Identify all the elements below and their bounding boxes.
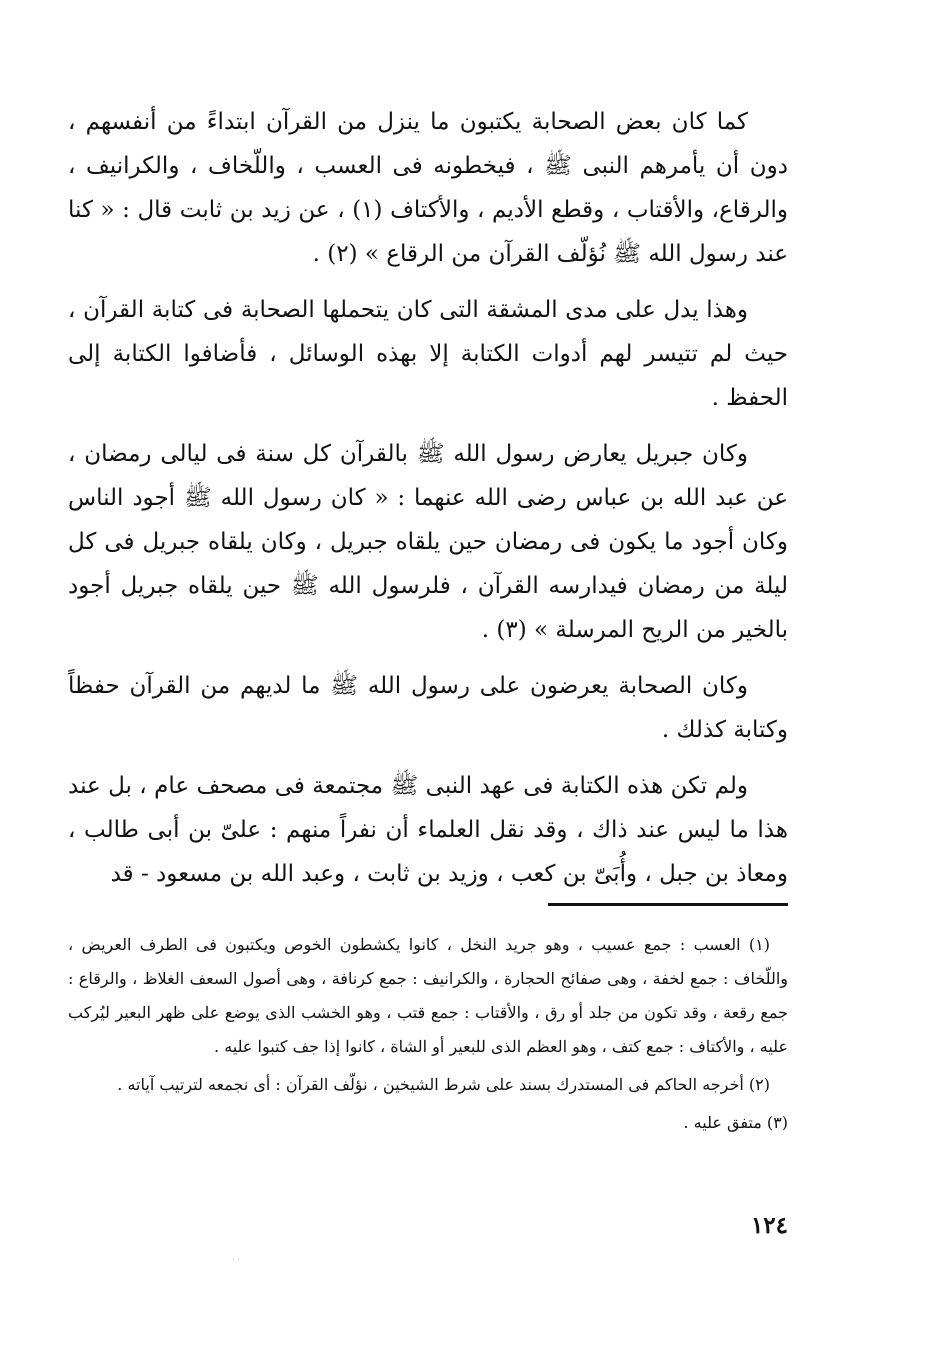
paragraph-2: وهذا يدل على مدى المشقة التى كان يتحملها الصحابة فى كتابة القرآن ، حيث لم تتيسر لهم أدوات الكتابة إلا بهذه الوسائل ، فأضافوا الكتابة إلى الحفظ .: [68, 297, 788, 411]
scan-specks: · ·: [232, 1255, 240, 1264]
footnote-3: (٣) متفق عليه .: [683, 1113, 788, 1132]
footnote-2: (٢) أخرجه الحاكم فى المستدرك بسند على شرط الشيخين ، نؤلّف القرآن : أى نجمعه لترتيب آياته .: [117, 1075, 770, 1094]
paragraph-5: ولم تكن هذه الكتابة فى عهد النبى ﷺ مجتمعة فى مصحف عام ، بل عند هذا ما ليس عند ذاك ، وقد نقل العلماء أن نفراً منهم : علىّ بن أبى طالب ، ومعاذ بن جبل ، وأُبَىّ بن كعب ، وزيد بن ثابت ، وعبد الله بن مسعود - قد: [68, 773, 788, 887]
main-text: [68, 100, 788, 908]
body-text: [68, 100, 788, 896]
footnotes: [68, 928, 788, 1140]
paragraph-3: وكان جبريل يعارض رسول الله ﷺ بالقرآن كل سنة فى ليالى رمضان ، عن عبد الله بن عباس رضى الله عنهما : « كان رسول الله ﷺ أجود الناس وكان أجود ما يكون فى رمضان حين يلقاه جبريل ، وكان يلقاه جبريل فى كل ليلة من رمضان فيدارسه القرآن ، فلرسول الله ﷺ حين يلقاه جبريل أجود بالخير من الريح المرسلة » (٣) .: [68, 441, 788, 643]
page-number: ١٢٤: [750, 1212, 788, 1239]
paragraph-4: وكان الصحابة يعرضون على رسول الله ﷺ ما لديهم من القرآن حفظاً وكتابة كذلك .: [68, 673, 788, 743]
footnote-separator: [548, 903, 788, 906]
footnote-3-row: [68, 1106, 788, 1140]
footnote-1: (١) العسب : جمع عسيب ، وهو جريد النخل ، كانوا يكشطون الخوص ويكتبون فى الطرف العريض ، واللّخاف : جمع لخفة ، وهى صفائح الحجارة ، والكرانيف : جمع كرنافة ، وهى أصول السعف الغلاظ ، والرقاع : جمع رقعة ، وقد تكون من جلد أو رق ، والأقتاب : جمع قتب ، وهو الخشب الذى يوضع على ظهر البعير ليُركب عليه ، والأكتاف : جمع كتف ، وهو العظم الذى للبعير أو الشاة ، كانوا إذا جف كتبوا عليه .: [68, 935, 788, 1056]
paragraph-1: كما كان بعض الصحابة يكتبون ما ينزل من القرآن ابتداءً من أنفسهم ، دون أن يأمرهم النبى ﷺ ، فيخطونه فى العسب ، واللّخاف ، والكرانيف ، والرقاع، والأقتاب ، وقطع الأديم ، والأكتاف (١) ، عن زيد بن ثابت قال : « كنا عند رسول الله ﷺ نُؤلّف القرآن من الرقاع » (٢) .: [68, 109, 788, 267]
